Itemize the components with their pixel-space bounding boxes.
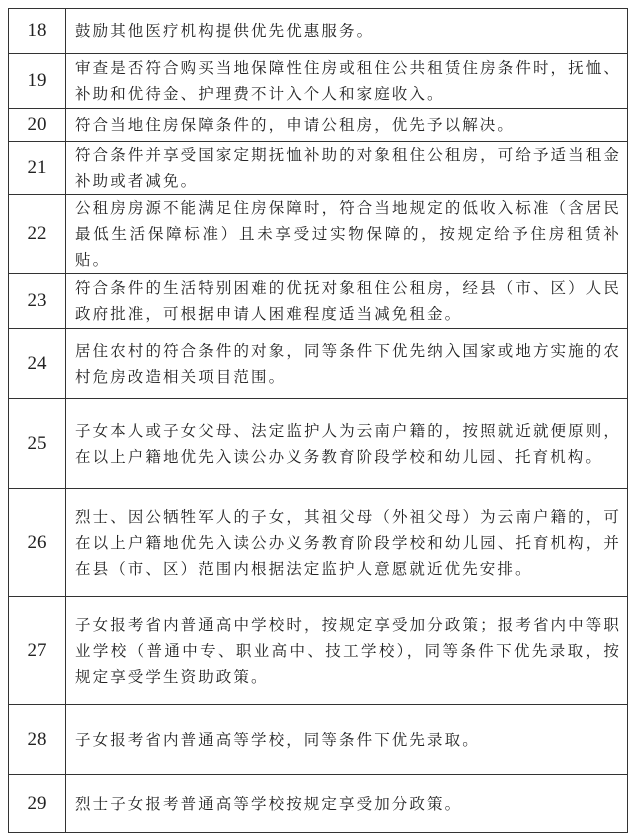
table-row [9,775,628,833]
table-row [9,195,628,274]
row-number: 25 [9,399,66,489]
table-row [9,274,628,329]
table-row [9,54,628,109]
row-text: 居住农村的符合条件的对象，同等条件下优先纳入国家或地方实施的农村危房改造相关项目范围。 [66,329,628,399]
table-row [9,597,628,705]
row-number: 22 [9,195,66,274]
row-number: 19 [9,54,66,109]
row-text: 公租房房源不能满足住房保障时，符合当地规定的低收入标准（含居民最低生活保障标准）且未享受过实物保障的，按规定给予住房租赁补贴。 [66,195,628,274]
row-number: 21 [9,142,66,195]
row-number: 18 [9,9,66,54]
row-number: 20 [9,109,66,142]
row-text: 鼓励其他医疗机构提供优先优惠服务。 [66,9,628,54]
table-row [9,705,628,775]
row-number: 29 [9,775,66,833]
row-text: 符合条件并享受国家定期抚恤补助的对象租住公租房，可给予适当租金补助或者减免。 [66,142,628,195]
table-row [9,329,628,399]
row-number: 24 [9,329,66,399]
table-row [9,399,628,489]
table-row [9,109,628,142]
table-row [9,9,628,54]
row-text: 子女本人或子女父母、法定监护人为云南户籍的，按照就近就便原则，在以上户籍地优先入读公办义务教育阶段学校和幼儿园、托育机构。 [66,399,628,489]
row-text: 子女报考省内普通高中学校时，按规定享受加分政策；报考省内中等职业学校（普通中专、职业高中、技工学校），同等条件下优先录取，按规定享受学生资助政策。 [66,597,628,705]
row-text: 符合条件的生活特别困难的优抚对象租住公租房，经县（市、区）人民政府批准，可根据申请人困难程度适当减免租金。 [66,274,628,329]
row-text: 烈士子女报考普通高等学校按规定享受加分政策。 [66,775,628,833]
row-text: 审查是否符合购买当地保障性住房或租住公共租赁住房条件时，抚恤、补助和优待金、护理费不计入个人和家庭收入。 [66,54,628,109]
row-number: 23 [9,274,66,329]
row-text: 子女报考省内普通高等学校，同等条件下优先录取。 [66,705,628,775]
row-text: 烈士、因公牺牲军人的子女，其祖父母（外祖父母）为云南户籍的，可在以上户籍地优先入读公办义务教育阶段学校和幼儿园、托育机构，并在县（市、区）范围内根据法定监护人意愿就近优先安排。 [66,489,628,597]
row-number: 27 [9,597,66,705]
row-number: 26 [9,489,66,597]
table-row [9,142,628,195]
row-number: 28 [9,705,66,775]
policy-table [8,8,628,833]
table-row [9,489,628,597]
row-text: 符合当地住房保障条件的，申请公租房，优先予以解决。 [66,109,628,142]
